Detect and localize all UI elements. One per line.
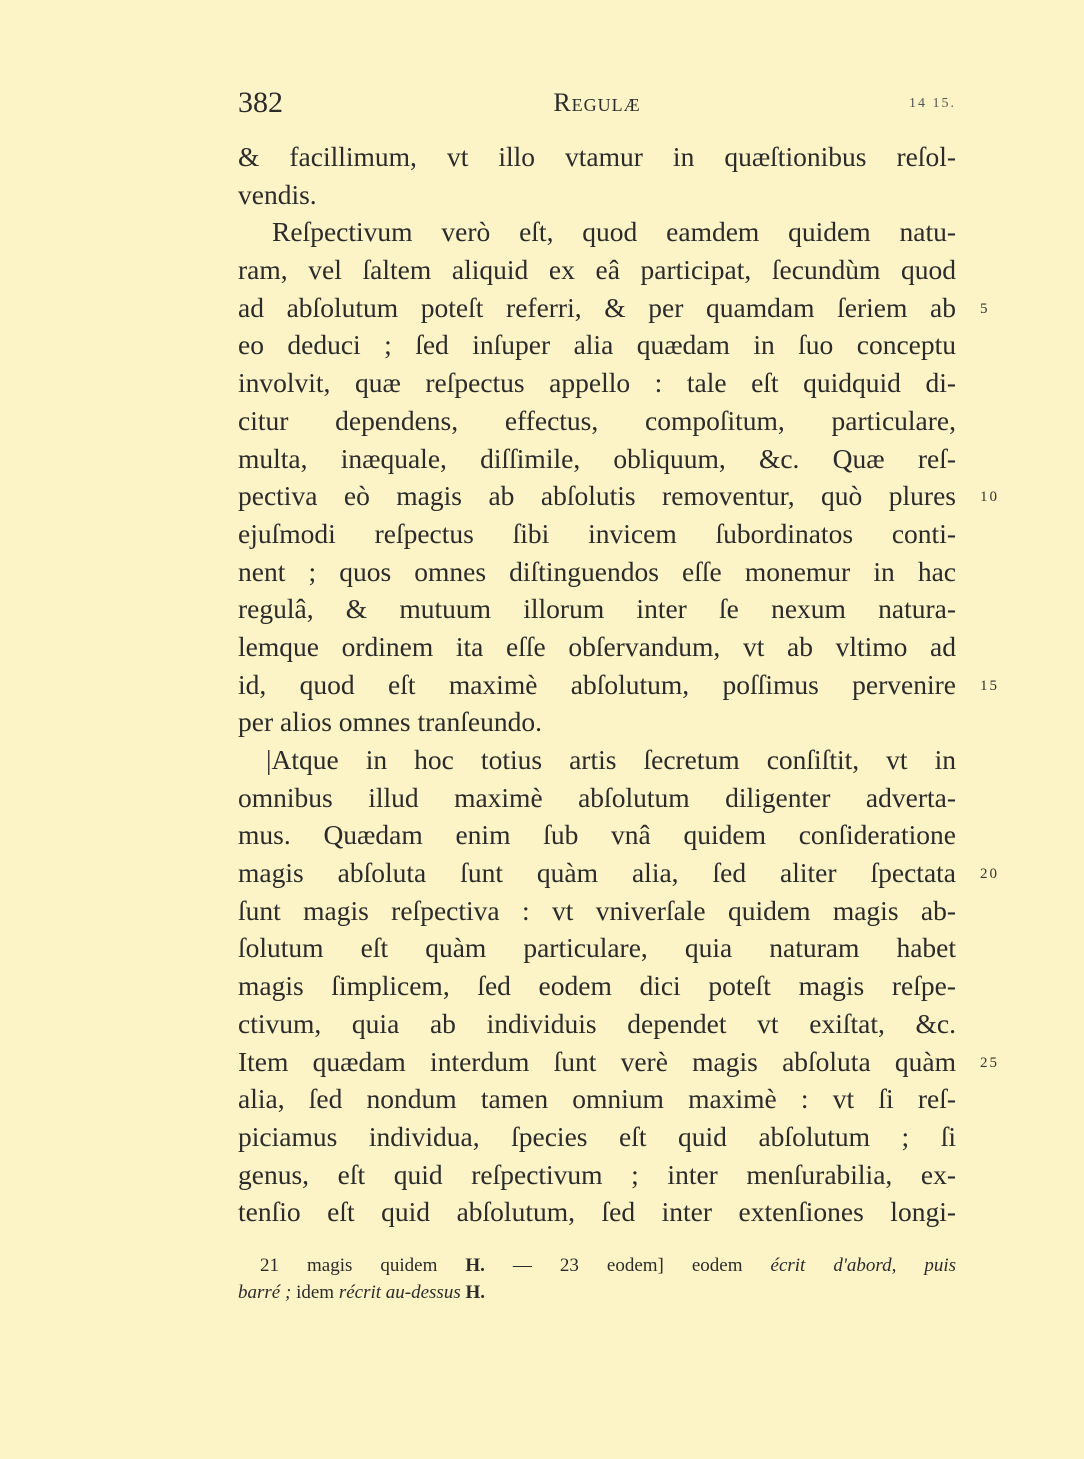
text-line: magis ſimplicem, ſed eodem dici poteſt magis reſpe-	[238, 970, 956, 1002]
text-line: ſunt magis reſpectiva : vt vniverſale quidem magis ab-	[238, 894, 956, 926]
footnote-line	[238, 1279, 956, 1306]
footnote-siglum: H.	[465, 1282, 485, 1303]
text-line: ejuſmodi reſpectus ſibi invicem ſubordinatos conti-	[238, 517, 956, 549]
text-line: per alios omnes tranſeundo.	[238, 706, 542, 738]
text-line-content: magis abſoluta ſunt quàm alia, ſed aliter ſpectata	[238, 857, 956, 889]
text-line-5	[238, 289, 990, 327]
text-line: genus, eſt quid reſpectivum ; inter menſurabilia, ex-	[238, 1158, 956, 1190]
text-line: omnibus illud maximè abſolutum diligenter adverta-	[238, 781, 956, 813]
running-title: Regulæ	[553, 88, 641, 117]
text-line: Reſpectivum verò eſt, quod eamdem quidem natu-	[272, 216, 956, 248]
text-line: |Atque in hoc totius artis ſecretum conſiſtit, vt in	[266, 744, 956, 775]
footnote-siglum: H.	[465, 1255, 485, 1276]
footnote-note: récrit au-dessus	[338, 1282, 461, 1303]
line-number: 5	[980, 300, 990, 317]
text-line: vendis.	[238, 178, 317, 210]
text-line: mus. Quædam enim ſub vnâ quidem conſideratione	[238, 819, 956, 851]
line-number: 25	[980, 1054, 999, 1071]
footnote-line	[238, 1252, 956, 1279]
text-line: alia, ſed nondum tamen omnium maximè : vt ſi reſ-	[238, 1083, 956, 1115]
text-line: lemque ordinem ita eſſe obſervandum, vt ab vltimo ad	[238, 630, 956, 662]
text-line-15	[238, 666, 999, 704]
line-number: 20	[980, 866, 999, 883]
text-line: citur dependens, effectus, compoſitum, particulare,	[238, 404, 956, 436]
page-header	[238, 86, 956, 126]
text-line: multa, inæquale, diſſimile, obliquum, &c. Quæ reſ-	[238, 442, 956, 474]
footnote-text: idem	[296, 1282, 335, 1303]
text-line-content: Item quædam interdum ſunt verè magis abſoluta quàm	[238, 1045, 956, 1077]
text-line-content: id, quod eſt maximè abſolutum, poſſimus pervenire	[238, 668, 956, 700]
footnote-note: écrit d'abord, puis	[770, 1255, 956, 1276]
line-number: 15	[980, 677, 999, 694]
body-text	[238, 138, 999, 1231]
text-line-25	[238, 1043, 999, 1081]
text-line-10	[238, 477, 999, 515]
footnote-text: — 23 eodem] eodem	[512, 1255, 743, 1276]
text-line-content: ad abſolutum poteſt referri, & per quamdam ſeriem ab	[238, 291, 956, 323]
footnote-text: 21 magis quidem	[260, 1255, 438, 1276]
text-line: eo deduci ; ſed inſuper alia quædam in ſuo conceptu	[238, 329, 956, 361]
text-line: piciamus individua, ſpecies eſt quid abſolutum ; ſi	[238, 1120, 956, 1152]
footnote-note: barré ;	[238, 1282, 292, 1303]
text-line-content: pectiva eò magis ab abſolutis removentur, quò plures	[238, 480, 956, 512]
text-line: ctivum, quia ab individuis dependet vt exiſtat, &c.	[238, 1007, 956, 1039]
text-line: & facillimum, vt illo vtamur in quæſtionibus reſol-	[238, 141, 956, 172]
text-line-20	[238, 854, 999, 892]
footnotes	[238, 1252, 956, 1306]
text-line: nent ; quos omnes diſtinguendos eſſe monemur in hac	[238, 555, 956, 587]
text-line: regulâ, & mutuum illorum inter ſe nexum natura-	[238, 593, 956, 625]
line-number: 10	[980, 489, 999, 506]
text-line: ram, vel ſaltem aliquid ex eâ participat, ſecundùm quod	[238, 254, 956, 286]
text-line: tenſio eſt quid abſolutum, ſed inter extenſiones longi-	[238, 1196, 956, 1228]
text-line: ſolutum eſt quàm particulare, quia naturam habet	[238, 932, 956, 964]
text-line: involvit, quæ reſpectus appello : tale eſt quidquid di-	[238, 367, 956, 399]
page-number: 382	[238, 86, 283, 119]
section-mark: 14 15.	[909, 96, 956, 111]
